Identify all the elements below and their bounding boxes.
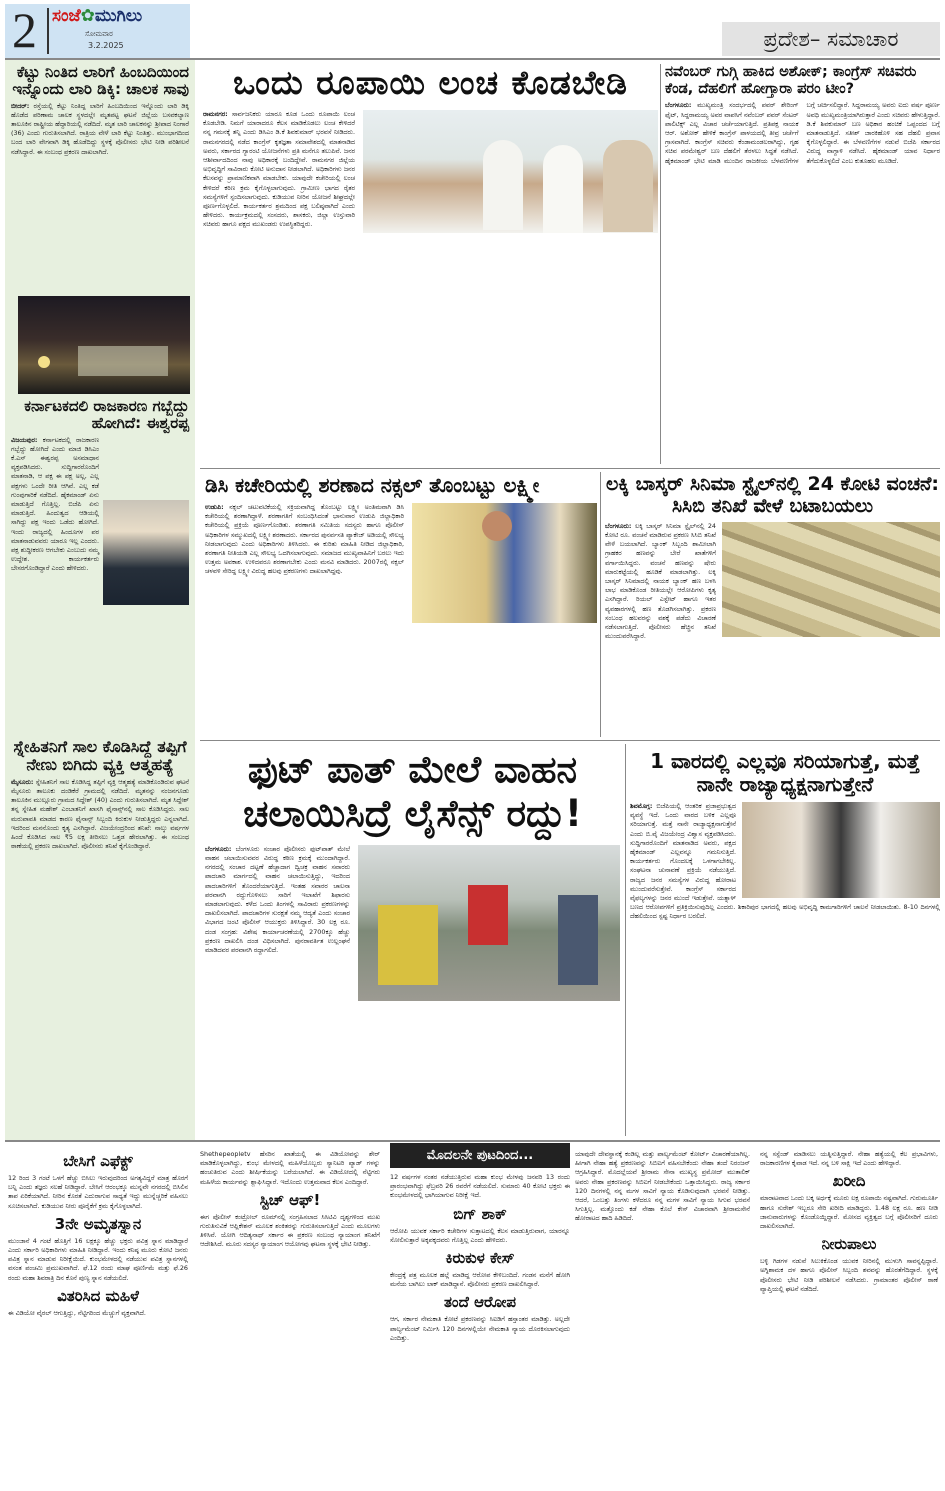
body-text: ಯಾವುದೇ ದೇವಸ್ಥಾನಕ್ಕೆ ಕಂಡಿಲ್ಲ ಮತ್ತು ಪಾರ್ಲ್ಯಮೆಂಟ್ ಕೋರ್ಟ್ ವಿಚಾರಣೆಯಾಗಿಲ್ಲ. ಹೀಗಾಗಿ ನೇಹಾ ಹತ್ಯೆ ಪ್ರಕರಣವನ್ನು ಸಿಬಿಐಗೆ ವಹಿಸಬೇಕೆಂದು ನೇಹಾ ತಂದೆ ನಿರಂಜನ್ ಆಗ್ರಹಿಸಿದ್ದಾರೆ. ಮೊದಲ್ಲೆಯವೆ ಶ್ರೀರಾಮ ಸೇನಾ ಮುಖ್ಯಸ್ಥ ಪ್ರಮೋದ್ ಮುತಾಲಿಕ್ ಅವರು ನೇಹಾ ಪ್ರಕರಣವನ್ನು ಸಿಬಿಐಗೆ ನೀಡಬೇಕೆಂದು ಒತ್ತಾಯಿಸಿದ್ದರು. ರಾಜ್ಯ ಸರ್ಕಾರ 120 ದಿನಗಳಲ್ಲಿ ನನ್ನ ಮಗಳ ಸಾವಿಗೆ ನ್ಯಾಯ ಕೊಡಿಸುವುದಾಗಿ ಭರವಸೆ ನೀಡಿತ್ತು. ಆದರೆ, ಒಂಬತ್ತು ತಿಂಗಳು ಕಳೆದರೂ ನನ್ನ ಮಗಳ ಸಾವಿಗೆ ನ್ಯಾಯ ಸಿಗುವ ಭರವಸೆ ಸಿಗುತ್ತಿಲ್ಲ. ಮತ್ತೊಂದು ಕಡೆ ನೇಹಾ ಕೊಲೆ ಕೇಸ್ ವಿಚಾರವಾಗಿ ಶ್ರೀರಾಮಸೇನೆ ಹೋರಾಟದ ಹಾದಿ ಹಿಡಿದಿದೆ. bbox=[575, 1150, 750, 1223]
bottom-divider bbox=[5, 1140, 940, 1142]
body-text: Shethepeopletv ಹೆಸರಿನ ಖಾತೆಯಲ್ಲಿ ಈ ವಿಡಿಯೋವನ್ನು ಶೇರ್ ಮಾಡಿಕೊಳ್ಳಲಾಗಿದ್ದು, ಕುಂಭ ಮೇಳದಲ್ಲಿ ಮಹಿಳೆಯೊಬ್ಬರು ಸ್ಯಾನಿಟರಿ ಪ್ಯಾಡ್ ಗಳನ್ನು ಹಂಚುತಿರುವ ಎಂದು ಶೀರ್ಷಿಕೆಯನ್ನು ಬರೆಯಲಾಗಿದೆ. ಈ ವಿಡಿಯೋದಲ್ಲಿ ನೆಟ್ಟಿಗರು ಮಹಿಳೆಯ ಕಾರ್ಯವನ್ನು ಶ್ಲಾಘಿಸಿದ್ದಾರೆ. ಇದೊಂದು ಉತ್ತಮವಾದ ಕೆಲಸ ಎಂದಿದ್ದಾರೆ. bbox=[200, 1150, 380, 1186]
story-lorry bbox=[5, 64, 195, 271]
subhead: ಖರೀದಿ bbox=[832, 1172, 866, 1191]
naxal-surrender-photo bbox=[412, 503, 597, 623]
page-number: 2 bbox=[12, 2, 37, 58]
row-divider bbox=[200, 740, 940, 741]
bottom-col-5 bbox=[760, 1150, 938, 1294]
body-text: ಕರ್ನಾಟಕದಲ್ಲಿ ರಾಜಕಾರಣ ಗಬ್ಬೆದ್ದು ಹೋಗಿದೆ ಎಂದು ಮಾಜಿ ಡಿಸಿಎಂ ಕೆ.ಎಸ್ ಈಶ್ವರಪ್ಪ ಅಸಮಾಧಾನ ವ್ಯಕ್ತಪಡಿಸಿದರು. ಸುದ್ದಿಗಾರರೊಂದಿಗೆ ಮಾತನಾಡಿ, ಆ ಪಕ್ಷ ಈ ಪಕ್ಷ ಅಲ್ಲ, ಎಲ್ಲ ಪಕ್ಷಗಳು ಒಂದೇ ರೀತಿ ಆಗಿವೆ. ಎಲ್ಲ ಕಡೆ ಗುಂಪುಗಾರಿಕೆ ನಡೆದಿದೆ. ಹೈಕಮಾಂಡ್ ಏನು ಮಾಡುತ್ತಿದೆ ಗೊತ್ತಿಲ್ಲ. ಬಿಜೆಪಿ ಏನು ಮಾಡುತ್ತಿದೆ. ಹಿಂದುತ್ವದ ಆಡಿಯಲ್ಲಿ ಸಾಗಿದ್ದು ಪಕ್ಷ ಇಂದು ಒಡೆದು ಹೋಗಿದೆ. ಇಂದು ರಾಜ್ಯದಲ್ಲಿ ಹಿಂದೂಗಳ ಪರ ಮಾತನಾಡುವವರು ಯಾರೂ ಇಲ್ಲ ಎಂದರು. ಪಕ್ಷ ಶುದ್ಧೀಕರಣ ಆಗಬೇಕು ಎಂಬುದು ನಮ್ಮ ಉದ್ದೇಶ. ಕಾರ್ಯಕರ್ತರು ಬೇಸರಗೊಂಡಿದ್ದಾರೆ ಎಂದು ಹೇಳಿದರು. bbox=[11, 435, 99, 573]
article-body bbox=[5, 433, 195, 723]
paper-logo bbox=[52, 6, 142, 26]
dateline: ಬೆಂಗಳೂರು: bbox=[605, 521, 632, 530]
story-lucky-baskhar bbox=[605, 474, 940, 717]
eshwarappa-photo bbox=[103, 500, 189, 605]
story-naxal bbox=[205, 474, 597, 703]
dateline: ಮೈಸೂರು: bbox=[11, 777, 34, 786]
masthead-divider bbox=[47, 8, 49, 54]
body-text: ಬಿಜೆಪಿಯಲ್ಲಿ ಆಂತರಿಕ ಪ್ರಜಾಪ್ರಭುತ್ವದ ವ್ಯವಸ್ಥೆ ಇದೆ. ಒಂದು ವಾರದ ಬಳಿಕ ಎಲ್ಲವೂ ಸರಿಯಾಗುತ್ತೆ. ಮತ್ತೆ ನಾನೇ ರಾಜ್ಯಾಧ್ಯಕ್ಷನಾಗುತ್ತೇನೆ ಎಂದು ಬಿ.ವೈ ವಿಜಯೇಂದ್ರ ವಿಶ್ವಾಸ ವ್ಯಕ್ತಪಡಿಸಿದರು. ಸುದ್ದಿಗಾರರೊಂದಿಗೆ ಮಾತನಾಡಿದ ಅವರು, ಪಕ್ಷದ ಹೈಕಮಾಂಡ್ ಎಲ್ಲವನ್ನೂ ಗಮನಿಸುತ್ತಿದೆ. ಕಾರ್ಯಕರ್ತರು ಗೊಂದಲಕ್ಕೆ ಒಳಗಾಗಬೇಕಿಲ್ಲ. ಸಂಘಟನಾ ಚುನಾವಣೆ ಪ್ರಕ್ರಿಯೆ ನಡೆಯುತ್ತಿದೆ. ರಾಜ್ಯದ ಜನರ ಸಮಸ್ಯೆಗಳ ವಿರುದ್ಧ ಹೋರಾಟ ಮುಂದುವರೆಸುತ್ತೇವೆ. ಕಾಂಗ್ರೆಸ್ ಸರ್ಕಾರದ ವೈಫಲ್ಯಗಳನ್ನು ಜನರ ಮುಂದೆ ಇಡುತ್ತೇವೆ. ಯತ್ನಾಳ್ ಬಣದ ಆರೋಪಗಳಿಗೆ ಪ್ರತಿಕ್ರಿಯಿಸುವುದಿಲ್ಲ ಎಂದರು. ಶಿಕಾರಿಪುರ ಭಾಗದಲ್ಲಿ ಹಲವು ಅಭಿವೃದ್ಧಿ ಕಾಮಗಾರಿಗಳಿಗೆ ಚಾಲನೆ ನೀಡಲಾಯಿತು. 8-10 ದಿನಗಳಲ್ಲಿ ದೆಹಲಿಯಿಂದ ಸ್ಪಷ್ಟ ನಿರ್ಧಾರ ಬರಲಿದೆ. bbox=[630, 802, 940, 921]
dateline: ರಾಮನಗರ: bbox=[203, 109, 228, 118]
article-body bbox=[630, 802, 940, 1097]
headline: ಒಂದು ರೂಪಾಯಿ ಲಂಚ ಕೊಡಬೇಡಿ bbox=[233, 63, 628, 102]
subhead: ಬೇಸಿಗೆ ಎಫೆಕ್ಟ್ bbox=[63, 1152, 133, 1170]
headline: 1 ವಾರದಲ್ಲಿ ಎಲ್ಲವೂ ಸರಿಯಾಗುತ್ತೆ, ಮತ್ತೆ ನಾನೇ ರಾಜ್ಯಾಧ್ಯಕ್ಷನಾಗುತ್ತೇನೆ bbox=[650, 749, 920, 796]
continued-from-front-label: ಮೊದಲನೇ ಪುಟದಿಂದ... bbox=[390, 1143, 570, 1168]
body-text: ಆಗ, ಸರ್ಕಾರ ನೇಮಕಾತಿ ಕೋಟೆ ಪ್ರಕರಣವನ್ನು ಸಿಐಡಿಗೆ ಹಸ್ತಾಂತರ ಮಾಡಿತ್ತು. ಅಲ್ಲದೇ ಪಾರ್ಲ್ಯಮೆಂಟ್ ನಿರ್ಮಿಸಿ 120 ದಿನಗಳಲ್ಲಿಯೇ ನೇಮಕಾತಿ ನ್ಯಾಯ ದೊರಕಿಸಲಾಗುವುದು ಎಂದಿತ್ತು. bbox=[390, 1315, 570, 1342]
bottom-col-1 bbox=[8, 1148, 188, 1318]
bottom-col-4 bbox=[575, 1150, 750, 1224]
traffic-footpath-photo bbox=[358, 845, 620, 1001]
headline: ಸ್ನೇಹಿತನಿಗೆ ಸಾಲ ಕೊಡಿಸಿದ್ದೆ ತಪ್ಪಿಗೆ ನೇಣು ಬಿಗಿದು ವ್ಯಕ್ತಿ ಆತ್ಮಹತ್ಯೆ bbox=[13, 737, 187, 775]
subhead: ಬಿಗ್ ಶಾಕ್ bbox=[453, 1204, 507, 1223]
body-text: ಸಾರ್ವಜನಿಕರು ಯಾರೂ ಕೂಡ ಒಂದು ರೂಪಾಯಿ ಲಂಚ ಕೊಡಬೇಡಿ. ನಿಮಗೆ ಯಾರಾದರೂ ಕೆಲಸ ಮಾಡಿಕೊಡಲು ಲಂಚ ಕೇಳಿದರೆ ನನ್ನ ಗಮನಕ್ಕೆ ತನ್ನಿ ಎಂದು ಡಿಸಿಎಂ ಡಿ.ಕೆ ಶಿವಕುಮಾರ್ ಭರವಸೆ ನೀಡಿದರು. ರಾಮನಗರದಲ್ಲಿ ನಡೆದ ಕಾಂಗ್ರೆಸ್ ಕೃತಜ್ಞತಾ ಸಮಾವೇಶದಲ್ಲಿ ಮಾತನಾಡಿದ ಅವರು, ಸರ್ಕಾರದ ಗ್ಯಾರಂಟಿ ಯೋಜನೆಗಳು ಪ್ರತಿ ಮನೆಗೂ ತಲುಪಿವೆ. ಜನರ ಆಶೀರ್ವಾದದಿಂದ ನಾವು ಅಧಿಕಾರಕ್ಕೆ ಬಂದಿದ್ದೇವೆ. ರಾಮನಗರ ಜಿಲ್ಲೆಯ ಅಭಿವೃದ್ಧಿಗೆ ಸಾವಿರಾರು ಕೋಟಿ ಅನುದಾನ ನೀಡಲಾಗಿದೆ. ಅಧಿಕಾರಿಗಳು ಜನರ ಕೆಲಸವನ್ನು ಪ್ರಾಮಾಣಿಕವಾಗಿ ಮಾಡಬೇಕು. ಯಾವುದೇ ಕಚೇರಿಯಲ್ಲಿ ಲಂಚ ಕೇಳಿದರೆ ಕಠಿಣ ಕ್ರಮ ಕೈಗೊಳ್ಳಲಾಗುವುದು. ಗ್ರಾಮೀಣ ಭಾಗದ ರೈತರ ಸಮಸ್ಯೆಗಳಿಗೆ ಸ್ಪಂದಿಸಲಾಗುವುದು. ಕುಡಿಯುವ ನೀರಿನ ಯೋಜನೆ ಶೀಘ್ರದಲ್ಲೇ ಪೂರ್ಣಗೊಳ್ಳಲಿದೆ. ಕಾರ್ಯಕರ್ತರ ಶ್ರಮದಿಂದ ಪಕ್ಷ ಬಲಿಷ್ಠವಾಗಿದೆ ಎಂದು ಹೇಳಿದರು. ಕಾರ್ಯಕ್ರಮದಲ್ಲಿ ಸಂಸದರು, ಶಾಸಕರು, ಜಿಲ್ಲಾ ಉಸ್ತುವಾರಿ ಸಚಿವರು ಹಾಗೂ ಪಕ್ಷದ ಮುಖಂಡರು ಉಪಸ್ಥಿತರಿದ್ದರು. bbox=[203, 109, 355, 229]
article-body bbox=[5, 99, 195, 271]
headline: ಲಕ್ಕಿ ಬಾಸ್ಕರ್ ಸಿನಿಮಾ ಸ್ಟೈಲ್‌ನಲ್ಲಿ 24 ಕೋಟಿ ವಂಚನೆ: ಸಿಸಿಬಿ ತನಿಖೆ ವೇಳೆ ಬಟಾಬಯಲು bbox=[606, 473, 939, 517]
column-divider bbox=[660, 64, 661, 464]
body-text: ನನ್ನ ಸಸ್ಪೆಂಡ್ ಮಾಡಿಸಲು ಯತ್ನಿಸುತ್ತಿದ್ದಾರೆ. ನೇಹಾ ಹತ್ಯೆಯಲ್ಲಿ ಕೆಲ ಪ್ರಭಾವಿಗಳು, ರಾಜಕಾರಣಿಗಳ ಕೈವಾಡ ಇದೆ. ನನ್ನ ಬಳಿ ಸಾಕ್ಷಿ ಇದೆ ಎಂದು ಹೇಳಿದ್ದಾರೆ. bbox=[760, 1150, 938, 1168]
lorry-accident-photo bbox=[18, 296, 190, 394]
body-text: ನಕ್ಸಲ್ ಚಟುವಟಿಕೆಯಲ್ಲಿ ಸಕ್ರಿಯವಾಗಿದ್ದ ತೊಂಬಟ್ಟು ಲಕ್ಷ್ಮೀ ಅಂತಿಮವಾಗಿ ಡಿಸಿ ಕಚೇರಿಯಲ್ಲಿ ಶರಣಾಗಿದ್ದಾಳೆ. ಶರಣಾಗತಿಗೆ ಸಂಬಂಧಿಸಿದಂತೆ ಭಾನುವಾರ ಉಡುಪಿ ಜಿಲ್ಲಾಧಿಕಾರಿ ಕಚೇರಿಯಲ್ಲಿ ಪ್ರಕ್ರಿಯೆ ಪೂರ್ಣಗೊಂಡಿತು. ಶರಣಾಗತಿ ಸಮಿತಿಯ ಸದಸ್ಯರು ಹಾಗೂ ಪೊಲೀಸ್ ಅಧಿಕಾರಿಗಳ ಸಮ್ಮುಖದಲ್ಲಿ ಲಕ್ಷ್ಮೀ ಶರಣಾದರು. ಸರ್ಕಾರದ ಪುನರ್ವಸತಿ ಪ್ಯಾಕೇಜ್ ಅಡಿಯಲ್ಲಿ ಸೌಲಭ್ಯ ನೀಡಲಾಗುವುದು ಎಂದು ಅಧಿಕಾರಿಗಳು ತಿಳಿಸಿದರು. ಈ ಕುರಿತು ಮಾಹಿತಿ ನೀಡಿದ ಜಿಲ್ಲಾಧಿಕಾರಿ, ಶರಣಾಗತಿ ನೀತಿಯಡಿ ಎಲ್ಲ ಸೌಲಭ್ಯ ಒದಗಿಸಲಾಗುವುದು. ಸಮಾಜದ ಮುಖ್ಯವಾಹಿನಿಗೆ ಬರಲು ಇದು ಉತ್ತಮ ಅವಕಾಶ. ಉಳಿದವರೂ ಶರಣಾಗಬೇಕು ಎಂದು ಮನವಿ ಮಾಡಿದರು. 2007ರಲ್ಲಿ ನಕ್ಸಲ್ ಚಳವಳಿ ಸೇರಿದ್ದ ಲಕ್ಷ್ಮೀ ವಿರುದ್ಧ ಹಲವು ಪ್ರಕರಣಗಳು ದಾಖಲಾಗಿದ್ದವು. bbox=[205, 503, 404, 576]
bottom-col-3 bbox=[390, 1143, 570, 1343]
body-text: ಬೆಂಗಳೂರು ಸಂಚಾರ ಪೊಲೀಸರು ಫುಟ್‌ಪಾತ್ ಮೇಲೆ ವಾಹನ ಚಲಾಯಿಸುವವರ ವಿರುದ್ಧ ಕಠಿಣ ಕ್ರಮಕ್ಕೆ ಮುಂದಾಗಿದ್ದಾರೆ. ನಗರದಲ್ಲಿ ಸಂಚಾರ ದಟ್ಟಣೆ ಹೆಚ್ಚಾದಾಗ ದ್ವಿಚಕ್ರ ವಾಹನ ಸವಾರರು ಪಾದಚಾರಿ ಮಾರ್ಗದಲ್ಲಿ ವಾಹನ ಚಲಾಯಿಸುತ್ತಿದ್ದು, ಇದರಿಂದ ಪಾದಚಾರಿಗಳಿಗೆ ತೊಂದರೆಯಾಗುತ್ತಿದೆ. ಇಂತಹ ಸವಾರರ ಚಾಲನಾ ಪರವಾನಗಿ ರದ್ದುಗೊಳಿಸಲು ಸಾರಿಗೆ ಇಲಾಖೆಗೆ ಶಿಫಾರಸು ಮಾಡಲಾಗುವುದು. ಕಳೆದ ಒಂದು ತಿಂಗಳಲ್ಲಿ ಸಾವಿರಾರು ಪ್ರಕರಣಗಳನ್ನು ದಾಖಲಿಸಲಾಗಿದೆ. ಪಾದಚಾರಿಗಳ ಸುರಕ್ಷತೆ ನಮ್ಮ ಆದ್ಯತೆ ಎಂದು ಸಂಚಾರ ವಿಭಾಗದ ಜಂಟಿ ಪೊಲೀಸ್ ಆಯುಕ್ತರು ತಿಳಿಸಿದ್ದಾರೆ. 30 ಲಕ್ಷ ರೂ. ದಂಡ ಸಂಗ್ರಹ: ವಿಶೇಷ ಕಾರ್ಯಾಚರಣೆಯಲ್ಲಿ 2700ಕ್ಕೂ ಹೆಚ್ಚು ಪ್ರಕರಣ ದಾಖಲಿಸಿ ದಂಡ ವಿಧಿಸಲಾಗಿದೆ. ಪುನರಾವರ್ತಿತ ಉಲ್ಲಂಘನೆ ಮಾಡಿದವರ ಪರವಾನಗಿ ರದ್ದಾಗಲಿದೆ. bbox=[205, 844, 350, 955]
body-text: ಈಗ ಪೊಲೀಸ್ ಕಂಟ್ರೋಲ್ ರೂಮ್‌ನಲ್ಲಿ ಸಂಗ್ರಹಿಸಲಾದ ಸಿಸಿಟಿವಿ ದೃಶ್ಯಗಳಿಂದ ಮುಖ ಗುರುತಿಸುವಿಕೆ ಆಪ್ಲಿಕೇಶನ್ ಮೂಲಕ ಶಂಕಿತರನ್ನು ಗುರುತಿಸಲಾಗುತ್ತಿದೆ ಎಂದು ಮೂಲಗಳು ತಿಳಿಸಿವೆ. ಯೋಗಿ ಆದಿತ್ಯನಾಥ್ ಸರ್ಕಾರ ಈ ಪ್ರಕರಣ ಸಂಬಂಧ ನ್ಯಾಯಾಂಗ ತನಿಖೆಗೆ ಆದೇಶಿಸಿದೆ. ಮೂರು ಸದಸ್ಯರ ನ್ಯಾಯಾಂಗ ಆಯೋಗವು ಘಟನಾ ಸ್ಥಳಕ್ಕೆ ಭೇಟಿ ನೀಡಿತ್ತು. bbox=[200, 1212, 380, 1249]
column-divider bbox=[625, 744, 626, 1136]
logo-blue: ಮುಗಿಲು bbox=[94, 6, 143, 26]
subhead: ಸ್ಟಿಚ್ ಆಫ್! bbox=[259, 1190, 321, 1209]
vijayendra-press-photo bbox=[742, 802, 940, 898]
subhead: 3ನೇ ಅಮೃತಸ್ನಾನ bbox=[54, 1214, 142, 1233]
body-text: ಸ್ನೇಹಿತನಿಗೆ ಸಾಲ ಕೊಡಿಸಿದ್ದ ತಪ್ಪಿಗೆ ವ್ಯಕ್ತಿ ಆತ್ಮಹತ್ಯೆ ಮಾಡಿಕೊಂಡಿರುವ ಘಟನೆ ಮೈಸೂರು ತಾಲೂಕು ದಂಡಿಕೆರೆ ಗ್ರಾಮದಲ್ಲಿ ನಡೆದಿದೆ. ಮೃತನನ್ನು ನಂಜನಗೂಡು ತಾಲೂಕಿನ ಮುಲ್ಲೂರು ಗ್ರಾಮದ ಸಿದ್ದೇಶ್ (40) ಎಂದು ಗುರುತಿಸಲಾಗಿದೆ. ಮೃತ ಸಿದ್ದೇಶ್ ತನ್ನ ಸ್ನೇಹಿತ ಮಹೇಶ್ ಎಂಬಾತನಿಗೆ ಖಾಸಗಿ ಫೈನಾನ್ಸ್‌ನಲ್ಲಿ ಸಾಲ ಕೊಡಿಸಿದ್ದರು. ಸಾಲ ಮರುಪಾವತಿ ಮಾಡದ ಕಾರಣ ಫೈನಾನ್ಸ್ ಸಿಬ್ಬಂದಿ ಕಿರುಕುಳ ನೀಡುತ್ತಿದ್ದರು ಎನ್ನಲಾಗಿದೆ. ಇದರಿಂದ ಮನನೊಂದು ಕೃತ್ಯ ಎಸಗಿದ್ದಾರೆ. ವಿಜಯೇಂದ್ರರಿಂದ ತನಿಖೆ: ನಾಲ್ಕು ವರ್ಷಗಳ ಹಿಂದೆ ಕೊಡಿಸಿದ ಸಾಲ ₹5 ಲಕ್ಷ ತೀರಿಸಲು ಒತ್ತಡ ಹೇರಲಾಗಿತ್ತು. ಈ ಸಂಬಂಧ ಠಾಣೆಯಲ್ಲಿ ಪ್ರಕರಣ ದಾಖಲಾಗಿದೆ. ಪೊಲೀಸರು ತನಿಖೆ ಕೈಗೊಂಡಿದ್ದಾರೆ. bbox=[11, 777, 189, 851]
headline: ಕೆಟ್ಟು ನಿಂತಿದ ಲಾರಿಗೆ ಹಿಂಬದಿಯಿಂದ ಇನ್ನೊಂದು ಲಾರಿ ಡಿಕ್ಕಿ: ಚಾಲಕ ಸಾವು bbox=[12, 63, 189, 99]
body-text: ಈ ವಿಡಿಯೋ ವೈರಲ್ ಆಗುತ್ತಿದ್ದು, ನೆಟ್ಟಿಗರಿಂದ ಮೆಚ್ಚುಗೆ ವ್ಯಕ್ತವಾಗಿದೆ. bbox=[8, 1308, 146, 1317]
article-body bbox=[205, 503, 597, 703]
dateline: ಬೀದರ್: bbox=[11, 101, 30, 110]
dateline: ಬೆಂಗಳೂರು: bbox=[665, 101, 692, 110]
dateline: ವಿಜಯಪುರ: bbox=[11, 435, 38, 444]
story-footpath bbox=[205, 748, 620, 1100]
article-body bbox=[605, 522, 940, 717]
body-text: ಕೇಂದ್ರಕ್ಕೆ ಪತ್ರ ಮೂಲಕ ಹಲ್ಲೆ ಮಾಡಿದ್ದ ಆರೋಪ ಕೇಳಿಬಂದಿದೆ. ಗಂಡನ ಮನೆಗೆ ಹೋಗಿ ಮನೆಯ ಬಾಗಿಲು ಲಾಕ್ ಮಾಡಿದ್ದಾನೆ. ಪೊಲೀಸರು ಪ್ರಕರಣ ದಾಖಲಿಸಿದ್ದಾರೆ. bbox=[390, 1271, 570, 1289]
bottom-col-2 bbox=[200, 1150, 380, 1250]
dateline: ಶಿವಮೊಗ್ಗ: bbox=[630, 802, 653, 810]
column-divider bbox=[600, 472, 601, 737]
dateline: ಬೆಂಗಳೂರು: bbox=[205, 844, 232, 853]
body-text: ಬಳ್ಳಿ ಗಿಡಗಳ ನಡುವೆ ಸಿಲುಕಿಕೊಂಡ ಯುವಕ ನೀರಿನಲ್ಲಿ ಮುಳುಗಿ ಸಾವನ್ನಪ್ಪಿದ್ದಾರೆ. ಅಗ್ನಿಶಾಮಕ ದಳ ಹಾಗೂ ಪೊಲೀಸ್ ಸಿಬ್ಬಂದಿ ಶವವನ್ನು ಹೊರತೆಗೆದಿದ್ದಾರೆ. ಸ್ಥಳಕ್ಕೆ ಪೊಲೀಸರು ಭೇಟಿ ನೀಡಿ ಪರಿಶೀಲನೆ ನಡೆಸಿದರು. ಗ್ರಾಮಾಂತರ ಪೊಲೀಸ್ ಠಾಣೆ ವ್ಯಾಪ್ತಿಯಲ್ಲಿ ಘಟನೆ ನಡೆದಿದೆ. bbox=[760, 1257, 938, 1293]
story-eshwarappa bbox=[5, 398, 195, 723]
story-suicide bbox=[5, 738, 195, 854]
currency-notes-photo bbox=[722, 522, 940, 637]
article-body bbox=[205, 845, 620, 1100]
body-text: ಲಕ್ಕಿ ಬಾಸ್ಕರ್ ಸಿನಿಮಾ ಸ್ಟೈಲ್‌ನಲ್ಲಿ 24 ಕೋಟಿ ರೂ. ವಂಚನೆ ಮಾಡಿರುವ ಪ್ರಕರಣ ಸಿಸಿಬಿ ತನಿಖೆ ವೇಳೆ ಬಯಲಾಗಿದೆ. ಬ್ಯಾಂಕ್ ಸಿಬ್ಬಂದಿ ಶಾಮೀಲಾಗಿ ಗ್ರಾಹಕರ ಹಣವನ್ನು ಬೇರೆ ಖಾತೆಗಳಿಗೆ ವರ್ಗಾಯಿಸಿದ್ದರು. ವಂಚನೆ ಹಣವನ್ನು ಷೇರು ಮಾರುಕಟ್ಟೆಯಲ್ಲಿ ಹೂಡಿಕೆ ಮಾಡಲಾಗಿತ್ತು. ಲಕ್ಕಿ ಬಾಸ್ಕರ್ ಸಿನಿಮಾದಲ್ಲಿ ನಾಯಕ ಬ್ಯಾಂಕ್ ಹಣ ಬಳಸಿ ಲಾಭ ಮಾಡಿಕೊಂಡ ರೀತಿಯಲ್ಲೇ ಆರೋಪಿಗಳು ಕೃತ್ಯ ಎಸಗಿದ್ದಾರೆ. ರಿಯಲ್ ಎಸ್ಟೇಟ್ ಹಾಗೂ ಇತರ ವ್ಯವಹಾರಗಳಲ್ಲಿ ಹಣ ತೊಡಗಿಸಲಾಗಿತ್ತು. ಪ್ರಕರಣ ಸಂಬಂಧ ಹಲವರನ್ನು ವಶಕ್ಕೆ ಪಡೆದು ವಿಚಾರಣೆ ನಡೆಸಲಾಗುತ್ತಿದೆ. ಪೊಲೀಸರು ಹೆಚ್ಚಿನ ತನಿಖೆ ಮುಂದುವರೆಸಿದ್ದಾರೆ. bbox=[605, 521, 716, 641]
day: ಸೋಮವಾರ bbox=[85, 30, 113, 38]
date: 3.2.2025 bbox=[88, 41, 124, 50]
headline: ಕರ್ನಾಟಕದಲಿ ರಾಜಕಾರಣ ಗಬ್ಬೆದ್ದು ಹೋಗಿದೆ: ಈಶ್ವರಪ್ಪ bbox=[24, 397, 189, 433]
section-title: ಪ್ರದೇಶ– ಸಮಾಚಾರ bbox=[722, 22, 940, 56]
body-text: ರಸ್ತೆಯಲ್ಲಿ ಕೆಟ್ಟು ನಿಂತಿದ್ದ ಲಾರಿಗೆ ಹಿಂಬದಿಯಿಂದ ಇನ್ನೊಂದು ಲಾರಿ ಡಿಕ್ಕಿ ಹೊಡೆದ ಪರಿಣಾಮ ಚಾಲಕ ಸ್ಥಳದಲ್ಲೇ ಮೃತಪಟ್ಟ ಘಟನೆ ಜಿಲ್ಲೆಯ ಬಸವಕಲ್ಯಾಣ ತಾಲೂಕಿನ ರಾಷ್ಟ್ರೀಯ ಹೆದ್ದಾರಿಯಲ್ಲಿ ನಡೆದಿದೆ. ಮೃತ ಲಾರಿ ಚಾಲಕನನ್ನು ಶ್ರೀಪಾದ ನಿಂಗಾರೆ (36) ಎಂದು ಗುರುತಿಸಲಾಗಿದೆ. ರಾತ್ರಿಯ ವೇಳೆ ಲಾರಿ ಕೆಟ್ಟು ನಿಂತಿತ್ತು. ಮುಂಭಾಗದಿಂದ ಬಂದ ಲಾರಿ ವೇಗವಾಗಿ ಡಿಕ್ಕಿ ಹೊಡೆದಿದ್ದು ಸ್ಥಳಕ್ಕೆ ಪೊಲೀಸರು ಭೇಟಿ ನೀಡಿ ಪರಿಶೀಲನೆ ನಡೆಸಿದ್ದಾರೆ. ಈ ಸಂಬಂಧ ಪ್ರಕರಣ ದಾಖಲಾಗಿದೆ. bbox=[11, 101, 189, 156]
body-text: ಮುಂಜಾನೆ 4 ಗಂಟೆ ಹೊತ್ತಿಗೆ 16 ಲಕ್ಷಕ್ಕೂ ಹೆಚ್ಚು ಭಕ್ತರು ಪವಿತ್ರ ಸ್ನಾನ ಮಾಡಿದ್ದಾರೆ ಎಂದು ಸರ್ಕಾರಿ ಅಧಿಕಾರಿಗಳು ಮಾಹಿತಿ ನೀಡಿದ್ದಾರೆ. ಇಂದು ಕನಿಷ್ಠ ಮೂರು ಕೋಟಿ ಜನರು ಪವಿತ್ರ ಸ್ನಾನ ಮಾಡುವ ನಿರೀಕ್ಷೆಯಿದೆ. ಕುಂಭಮೇಳದಲ್ಲಿ ನಡೆಯುವ ಪವಿತ್ರ ಸ್ನಾನಗಳಲ್ಲಿ ವಸಂತ ಪಂಚಮಿ ಪ್ರಮುಖವಾಗಿದೆ. ಫೆ.12 ರಂದು ಮಾಘ ಪೂರ್ಣಿಮೆ ಮತ್ತು ಫೆ.26 ರಂದು ಮಹಾ ಶಿವರಾತ್ರಿ ದಿನ ಕೊನೆ ಪುಣ್ಯ ಸ್ನಾನ ನಡೆಯಲಿದೆ. bbox=[8, 1236, 188, 1282]
article-body bbox=[203, 110, 658, 450]
story-vijayendra bbox=[630, 750, 940, 1097]
headline: ಫುಟ್ ಪಾತ್ ಮೇಲೆ ವಾಹನ ಚಲಾಯಿಸಿದ್ರೆ ಲೈಸೆನ್ಸ್ ರದ್ದು! bbox=[243, 748, 582, 836]
headline: ಡಿಸಿ ಕಚೇರಿಯಲ್ಲಿ ಶರಣಾದ ನಕ್ಸಲ್ ತೊಂಬಟ್ಟು ಲಕ್ಷ್ಮೀ bbox=[205, 473, 540, 497]
subhead: ತಂದೆ ಆರೋಪ bbox=[443, 1293, 517, 1312]
logo-red: ಸಂಜೆ bbox=[52, 6, 81, 26]
dk-shivakumar-event-photo bbox=[363, 110, 658, 233]
subhead: ನೀರುಪಾಲು bbox=[821, 1235, 877, 1254]
logo-palm-icon: ✿ bbox=[80, 6, 95, 26]
story-bribe bbox=[203, 64, 658, 450]
row-divider bbox=[200, 468, 940, 469]
body-text: 12 ರಿಂದ 3 ಗಂಟೆ ಒಳಗೆ ಹೆಚ್ಚು ಬಿಸಿಲು ಇರುವುದರಿಂದ ಅಗತ್ಯವಿದ್ದರೆ ಮಾತ್ರ ಹೊರಗೆ ಬನ್ನಿ ಎಂದು ತಜ್ಞರು ಸಲಹೆ ನೀಡಿದ್ದಾರೆ. ಬೇಸಿಗೆ ಆರಂಭಕ್ಕೂ ಮುನ್ನವೇ ನಗರದಲ್ಲಿ ಬಿಸಿಲಿನ ತಾಪ ಏರಿಕೆಯಾಗಿದೆ. ನೀರಿನ ಕೊರತೆ ಎದುರಾಗುವ ಸಾಧ್ಯತೆ ಇದ್ದು ಮುನ್ನೆಚ್ಚರಿಕೆ ವಹಿಸಲು ಸೂಚಿಸಲಾಗಿದೆ. ಕುಡಿಯುವ ನೀರು ಪೂರೈಕೆಗೆ ಕ್ರಮ ಕೈಗೊಳ್ಳಲಾಗಿದೆ. bbox=[8, 1174, 188, 1210]
headline: ನವೆಂಬರ್ ಗುಗ್ಗಿ ಹಾಕಿದ ಅಶೋಕ್; ಕಾಂಗ್ರೆಸ್ ಸಚಿವರು ಕೆಂಡ, ದೆಹಲಿಗೆ ಹೋಗ್ತಾರಾ ಪರಂ ಟೀಂ? bbox=[665, 64, 917, 97]
subhead: ವಿತರಿಸಿದ ಮಹಿಳೆ bbox=[57, 1286, 139, 1305]
dateline: ಉಡುಪಿ: bbox=[205, 503, 224, 511]
body-text: ಆರೋಪಿ ಯುವಕ ಸರ್ಕಾರಿ ಕಚೇರಿಗಳ ಸುತ್ತಾಟದಲ್ಲಿ ಕೆಲಸ ಮಾಡುತ್ತಿರುವಾಗ, ಯಾರನ್ನೂ ಸೋಲಿಸುತ್ತಾರೆ ಅಕ್ಕಪಕ್ಕದವರು ಗೊತ್ತಿಲ್ಲ ಎಂದು ಹೇಳಿದರು. bbox=[390, 1226, 570, 1244]
subhead: ಕಿರುಕುಳ ಕೇಸ್ bbox=[445, 1249, 515, 1268]
body-text: ಮಾರಾಟವಾದ ಒಂದು ಬಕ್ಕ ಅರ್ಧಕ್ಕೆ ಮೂರು ಲಕ್ಷ ರೂಪಾಯಿ ನಷ್ಟವಾಗಿದೆ. ಗುರುಮೂರ್ತಿ ಹಾಗೂ ಸುರೇಶ್ ಇಬ್ಬರೂ ಸೇರಿ ಖರೀದಿ ಮಾಡಿದ್ದರು. 1.48 ಲಕ್ಷ ರೂ. ಹಣ ನೀಡಿ ಜಾನುವಾರುಗಳನ್ನು ಕೊಂಡೊಯ್ದಿದ್ದಾರೆ. ಮೋಸದ ವ್ಯಕ್ತಿತ್ವದ ಬಗ್ಗೆ ಪೊಲೀಸರಿಗೆ ದೂರು ದಾಖಲಿಸಲಾಗಿದೆ. bbox=[760, 1194, 938, 1231]
story-ashok bbox=[665, 64, 940, 431]
body-text: 12 ವರ್ಷಗಳ ನಂತರ ನಡೆಯುತ್ತಿರುವ ಮಹಾ ಕುಂಭ ಮೇಳವು ಜನವರಿ 13 ರಂದು ಪ್ರಾರಂಭವಾಗಿದ್ದು ಫೆಬ್ರವರಿ 26 ರವರೆಗೆ ನಡೆಯಲಿದೆ. ಸುಮಾರು 40 ಕೋಟಿ ಭಕ್ತರು ಈ ಕುಂಭಮೇಳದಲ್ಲಿ ಭಾಗಿಯಾಗುವ ನಿರೀಕ್ಷೆ ಇದೆ. bbox=[390, 1173, 570, 1200]
article-body bbox=[5, 775, 195, 855]
body-text: ಮುಖ್ಯಮಂತ್ರಿ ಸಂದರ್ಭದಲ್ಲಿ ಪವರ್ ಶೇರಿಂಗ್ ಫೈಟ್, ಸಿದ್ದರಾಮಯ್ಯ ಅವರ ವಾಪಸಿಗೆ ನವೆಂಬರ್ ಪವರ್ ಸೆಂಟರ್ ಪಾಲಿಟಿಕ್ಸ್ ಎಲ್ಲ ವಿಚಾರ ಚರ್ಚೆಯಾಗುತ್ತಿದೆ. ಪ್ರತಿಪಕ್ಷ ನಾಯಕ ಆರ್. ಅಶೋಕ್ ಹೇಳಿಕೆ ಕಾಂಗ್ರೆಸ್ ಪಾಳಯದಲ್ಲಿ ತೀವ್ರ ಚರ್ಚೆಗೆ ಗ್ರಾಸವಾಗಿದೆ. ಕಾಂಗ್ರೆಸ್ ಸಚಿವರು ಕೆಂಡಾಮಂಡಲರಾಗಿದ್ದು, ಗೃಹ ಸಚಿವ ಪರಮೇಶ್ವರ್ ಬಣ ದೆಹಲಿಗೆ ತೆರಳಲು ಸಿದ್ಧತೆ ನಡೆಸಿದೆ. ಹೈಕಮಾಂಡ್ ಭೇಟಿ ಮಾಡಿ ಮುಂದಿನ ರಾಜಕೀಯ ಬೆಳವಣಿಗೆಗಳ ಬಗ್ಗೆ ಚರ್ಚಿಸಲಿದ್ದಾರೆ. ಸಿದ್ದರಾಮಯ್ಯ ಅವರು ಐದು ವರ್ಷ ಪೂರ್ಣ ಅವಧಿ ಮುಖ್ಯಮಂತ್ರಿಯಾಗಿರುತ್ತಾರೆ ಎಂದು ಸಚಿವರು ಹೇಳುತ್ತಿದ್ದಾರೆ. ಡಿ.ಕೆ ಶಿವಕುಮಾರ್ ಬಣ ಅಧಿಕಾರ ಹಂಚಿಕೆ ಒಪ್ಪಂದದ ಬಗ್ಗೆ ಮಾತನಾಡುತ್ತಿದೆ. ಸತೀಶ್ ಜಾರಕಿಹೊಳಿ ಸಹ ದೆಹಲಿ ಪ್ರವಾಸ ಕೈಗೊಳ್ಳಲಿದ್ದಾರೆ. ಈ ಬೆಳವಣಿಗೆಗಳ ನಡುವೆ ಬಿಜೆಪಿ ಸರ್ಕಾರದ ವಿರುದ್ಧ ವಾಗ್ದಾಳಿ ನಡೆಸಿದೆ. ಹೈಕಮಾಂಡ್ ಯಾವ ನಿರ್ಧಾರ ತೆಗೆದುಕೊಳ್ಳಲಿದೆ ಎಂಬ ಕುತೂಹಲ ಮೂಡಿದೆ. bbox=[665, 101, 940, 165]
article-body bbox=[665, 101, 940, 431]
